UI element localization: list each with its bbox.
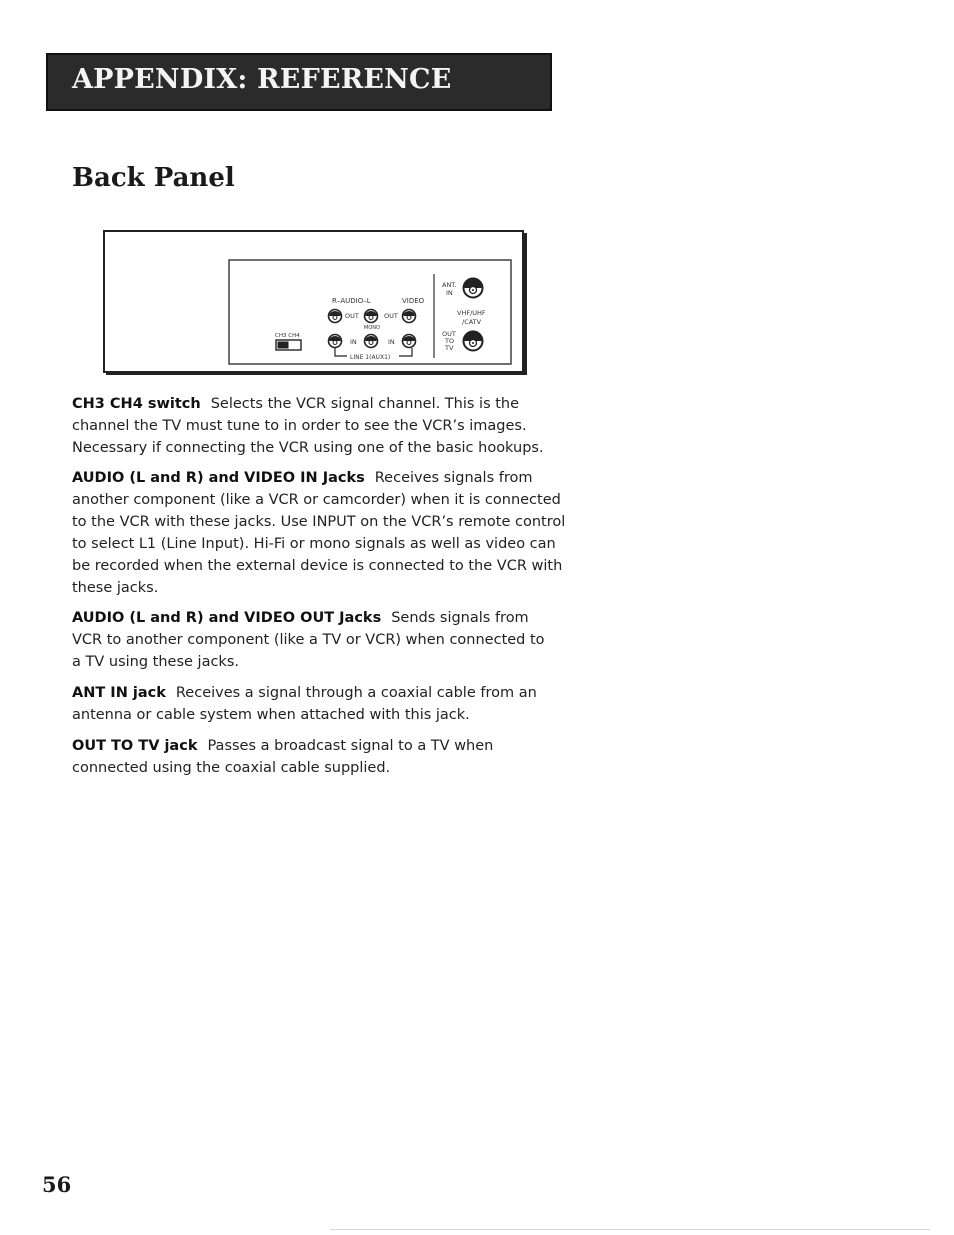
video-in-jack-icon bbox=[403, 335, 416, 348]
description-text: Passes a broadcast signal to a TV when connected using the coaxial cable supplied. bbox=[72, 738, 494, 776]
description-text: Receives signals from another component (like a VCR or camcorder) when it is connected to the VCR with these jacks. Use INPUT on the VCR’s remote control to select L1 (Line Input). Hi-Fi or mono signals as well as video can be recorded when the external device is connected to the VCR with these jacks. bbox=[72, 470, 566, 596]
page-number: 56 bbox=[42, 1172, 72, 1197]
back-panel-diagram bbox=[103, 230, 529, 378]
out-to-tv-label-2: TO bbox=[445, 337, 455, 345]
audio-r-out-jack-icon bbox=[329, 310, 342, 323]
term-label: CH3 CH4 switch bbox=[72, 396, 201, 412]
video-label: VIDEO bbox=[402, 297, 425, 305]
page-title: Back Panel bbox=[72, 163, 235, 193]
out-label-2: OUT bbox=[384, 312, 398, 320]
video-out-jack-icon bbox=[403, 310, 416, 323]
ant-in-label: IN bbox=[446, 289, 453, 297]
term-label: AUDIO (L and R) and VIDEO IN Jacks bbox=[72, 470, 365, 486]
audio-l-in-jack-icon bbox=[365, 335, 378, 348]
section-banner bbox=[46, 53, 552, 111]
vhf-uhf-label: VHF/UHF bbox=[457, 309, 486, 317]
out-to-tv-label-3: TV bbox=[445, 344, 454, 352]
ch3-ch4-switch-description bbox=[72, 393, 572, 459]
ant-in-jack-description bbox=[72, 682, 542, 726]
out-to-tv-label-1: OUT bbox=[442, 330, 456, 338]
banner-title: APPENDIX: REFERENCE bbox=[72, 64, 452, 95]
audio-video-in-description bbox=[72, 467, 572, 599]
catv-label: /CATV bbox=[462, 318, 482, 326]
description-text: Receives a signal through a coaxial cable from an antenna or cable system when attached with this jack. bbox=[72, 685, 537, 723]
description-text: Selects the VCR signal channel. This is the channel the TV must tune to in order to see the VCR’s images. Necessary if connecting the VCR using one of the basic hookups. bbox=[72, 396, 544, 456]
description-text: Sends signals from VCR to another component (like a TV or VCR) when connected to a TV using these jacks. bbox=[72, 610, 545, 670]
ant-label: ANT. bbox=[442, 281, 457, 289]
in-label-2: IN bbox=[388, 338, 395, 346]
audio-video-out-description bbox=[72, 607, 550, 673]
footer-rule bbox=[330, 1229, 930, 1230]
term-label: ANT IN jack bbox=[72, 685, 166, 701]
mono-label: MONO bbox=[364, 325, 380, 331]
audio-label: R–AUDIO–L bbox=[332, 297, 371, 305]
term-label: OUT TO TV jack bbox=[72, 738, 198, 754]
ch-switch-label: CH3 CH4 bbox=[275, 333, 300, 339]
audio-r-in-jack-icon bbox=[329, 335, 342, 348]
ch3-ch4-switch-icon bbox=[276, 340, 301, 350]
in-label-1: IN bbox=[350, 338, 357, 346]
out-label-1: OUT bbox=[345, 312, 359, 320]
out-to-tv-jack-icon bbox=[464, 331, 483, 351]
ant-in-jack-icon bbox=[464, 278, 483, 298]
out-to-tv-jack-description bbox=[72, 735, 572, 779]
line-aux-label: LINE 1(AUX1) bbox=[350, 354, 391, 361]
term-label: AUDIO (L and R) and VIDEO OUT Jacks bbox=[72, 610, 382, 626]
audio-l-out-jack-icon bbox=[365, 310, 378, 323]
